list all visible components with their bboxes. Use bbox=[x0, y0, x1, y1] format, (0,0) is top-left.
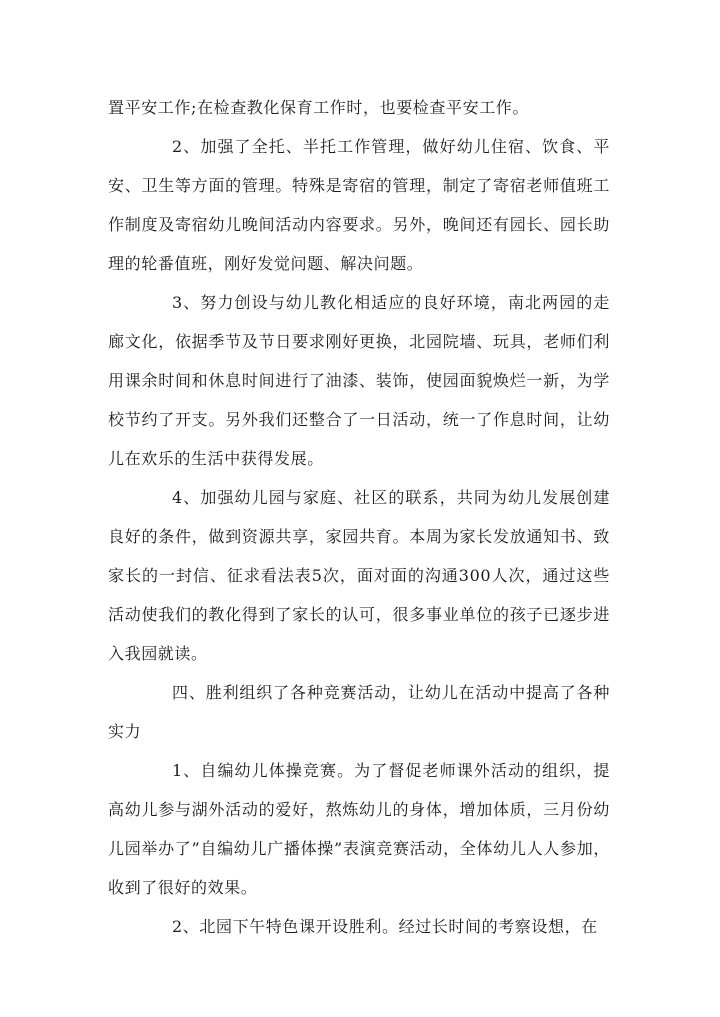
paragraph-4: 4、加强幼儿园与家庭、社区的联系，共同为幼儿发展创建良好的条件，做到资源共享，家园共育。本周为家长发放通知书、致家长的一封信、征求看法表5次，面对面的沟通300人次，通过这些活动使我们的教化得到了家长的认可，很多事业单位的孩子已逐步进入我园就读。 bbox=[108, 488, 610, 663]
paragraph-5: 1、自编幼儿体操竞赛。为了督促老师课外活动的组织，提高幼儿参与湖外活动的爱好，熬炼幼儿的身体，增加体质，三月份幼儿园举办了”自编幼儿广播体操”表演竞赛活动，全体幼儿人人参加，收到了很好的效果。 bbox=[108, 761, 610, 897]
document-page bbox=[108, 88, 610, 946]
paragraph-1: 置平安工作;在检查教化保育工作时，也要检查平安工作。 bbox=[108, 98, 529, 117]
paragraph-2: 2、加强了全托、半托工作管理，做好幼儿住宿、饮食、平安、卫生等方面的管理。特殊是寄宿的管理，制定了寄宿老师值班工作制度及寄宿幼儿晚间活动内容要求。另外，晚间还有园长、园长助理的轮番值班，刚好发觉问题、解决问题。 bbox=[108, 137, 610, 273]
paragraph-3: 3、努力创设与幼儿教化相适应的良好环境，南北两园的走廊文化，依据季节及节日要求刚好更换，北园院墙、玩具，老师们利用课余时间和休息时间进行了油漆、装饰，使园面貌焕烂一新，为学校节约了开支。另外我们还整合了一日活动，统一了作息时间，让幼儿在欢乐的生活中获得发展。 bbox=[108, 293, 610, 468]
section-heading-4: 四、胜利组织了各种竞赛活动，让幼儿在活动中提高了各种实力 bbox=[108, 683, 610, 741]
paragraph-6: 2、北园下午特色课开设胜利。经过长时间的考察设想，在 bbox=[172, 917, 598, 936]
